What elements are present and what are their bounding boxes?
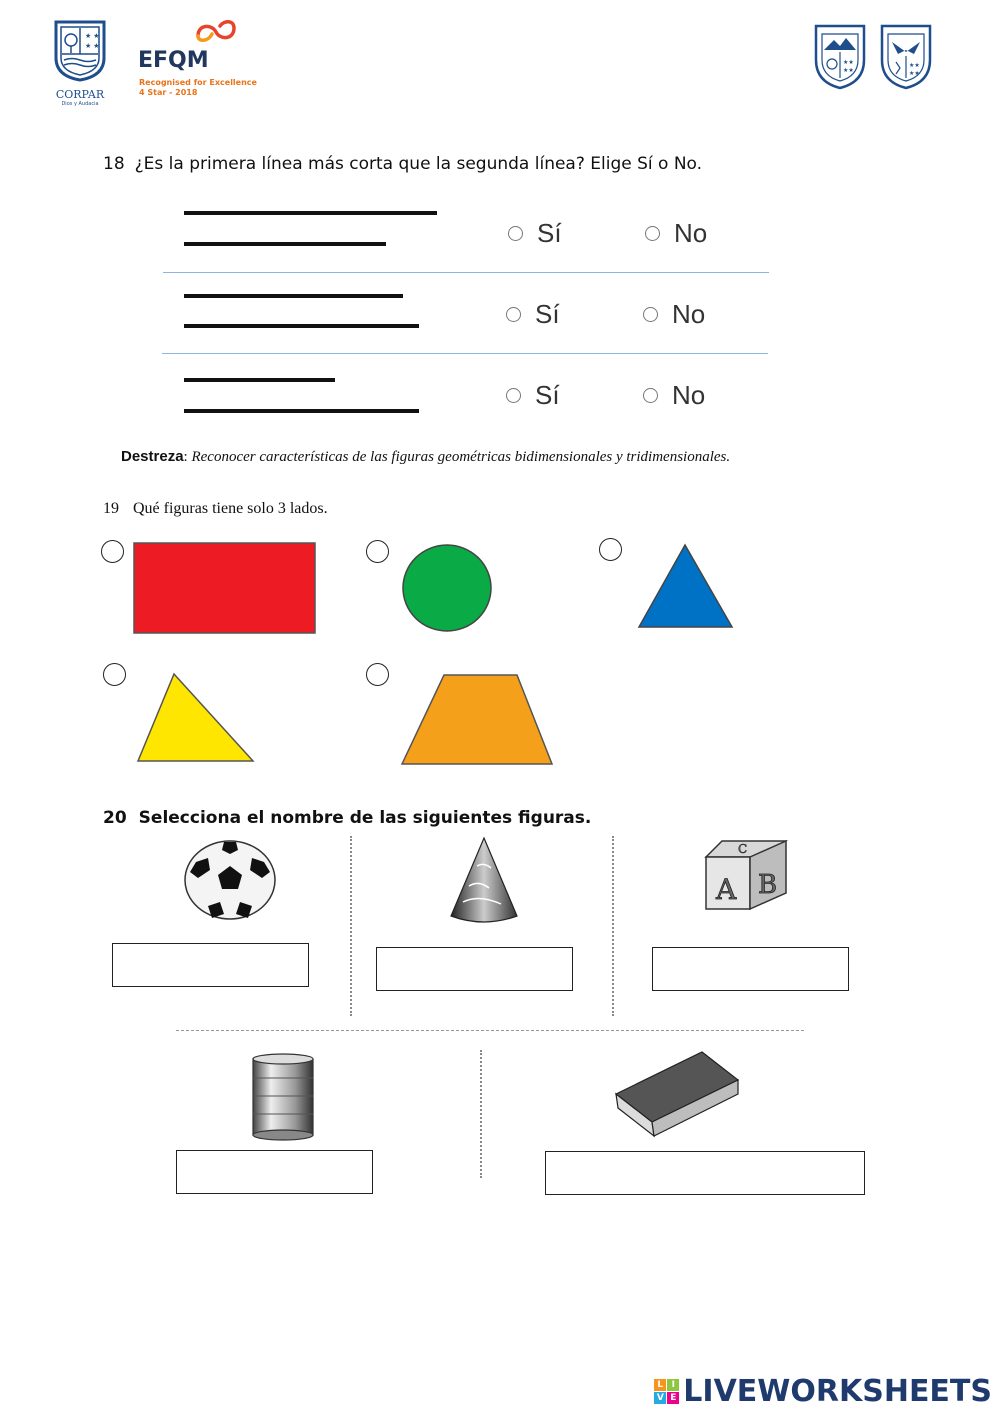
answer-box-cube[interactable]: [652, 947, 849, 991]
svg-text:★★: ★★: [843, 60, 854, 66]
svg-text:C: C: [738, 842, 748, 856]
skill-statement: [121, 448, 730, 466]
answer-box-book[interactable]: [545, 1151, 865, 1195]
radio-icon[interactable]: [506, 307, 521, 322]
answer-box-soccer-ball[interactable]: [112, 943, 309, 987]
book-prism-icon: [614, 1050, 740, 1138]
radio-icon[interactable]: [508, 226, 523, 241]
skill-label: Destreza: [121, 448, 184, 465]
q18-row2-yes[interactable]: [506, 299, 560, 330]
q19-option-right-triangle-radio[interactable]: [103, 663, 126, 686]
q18-prompt-text: ¿Es la primera línea más corta que la segunda línea? Elige Sí o No.: [134, 154, 703, 174]
radio-icon[interactable]: [643, 388, 658, 403]
radio-icon[interactable]: [645, 226, 660, 241]
svg-text:★★: ★★: [909, 71, 920, 77]
circle-shape: [401, 543, 493, 633]
radio-icon[interactable]: [506, 388, 521, 403]
q18-separator: [163, 272, 769, 273]
crest-1998-icon: [812, 22, 868, 92]
column-divider: [350, 836, 352, 1016]
liveworksheets-brand: LIVEWORKSHEETS: [683, 1374, 992, 1409]
q18-separator: [162, 353, 768, 354]
q18-row3-no[interactable]: [643, 380, 705, 411]
skill-text: Reconocer características de las figuras geométricas bidimensionales y tridimensionales.: [191, 449, 731, 465]
yes-label: Sí: [537, 218, 562, 248]
svg-text:★★: ★★: [843, 68, 854, 74]
no-label: No: [672, 380, 706, 410]
q19-prompt-text: Qué figuras tiene solo 3 lados.: [133, 500, 328, 517]
no-label: No: [674, 218, 708, 248]
tin-can-icon: [250, 1052, 316, 1142]
corpar-motto: Dios y Audacia: [61, 101, 99, 107]
q18-row2-line-a: [184, 294, 403, 298]
radio-icon[interactable]: [643, 307, 658, 322]
corpar-name: CORPAR: [55, 88, 105, 101]
column-divider: [612, 836, 614, 1016]
alphabet-cube-icon: [702, 839, 788, 913]
svg-text:★★: ★★: [909, 63, 920, 69]
q18-row2-line-b: [184, 324, 419, 328]
liveworksheets-watermark: [654, 1374, 992, 1409]
badge-letter: L: [654, 1379, 666, 1391]
yes-label: Sí: [535, 299, 560, 329]
svg-text:★ ★: ★ ★: [85, 33, 100, 40]
q18-row1-line-b: [184, 242, 386, 246]
answer-box-can[interactable]: [176, 1150, 373, 1194]
corpar-logo: [52, 18, 108, 107]
yes-label: Sí: [535, 380, 560, 410]
q18-row2-no[interactable]: [643, 299, 705, 330]
q18-prompt: [103, 154, 712, 174]
efqm-tagline: Recognised for Excellence: [139, 78, 257, 87]
q20-prompt: [103, 808, 603, 828]
corpar-shield-icon: [52, 18, 108, 82]
q19-option-rectangle-radio[interactable]: [101, 540, 124, 563]
soccer-ball-icon: [184, 840, 276, 920]
svg-text:★ ★: ★ ★: [85, 43, 100, 50]
q18-row3-line-b: [184, 409, 419, 413]
efqm-name: EFQM: [138, 48, 209, 73]
row-divider: [176, 1030, 804, 1031]
q18-row3-yes[interactable]: [506, 380, 560, 411]
q19-option-triangle-radio[interactable]: [599, 538, 622, 561]
q20-number: 20: [103, 808, 127, 828]
cone-icon: [449, 836, 519, 926]
answer-box-cone[interactable]: [376, 947, 573, 991]
triangle-shape: [637, 542, 735, 630]
badge-letter: E: [667, 1392, 679, 1404]
efqm-infinity-icon: [194, 16, 238, 46]
svg-text:B: B: [758, 870, 778, 900]
q18-row1-line-a: [184, 211, 437, 215]
badge-letter: I: [667, 1379, 679, 1391]
no-label: No: [672, 299, 706, 329]
q19-number: 19: [103, 500, 119, 517]
liveworksheets-badge-icon: [654, 1379, 679, 1404]
q19-prompt: [103, 500, 342, 518]
efqm-rating: 4 Star - 2018: [139, 88, 198, 97]
skill-separator: :: [183, 449, 188, 465]
efqm-logo: [138, 16, 258, 100]
badge-letter: V: [654, 1392, 666, 1404]
crest-1998-eagle-icon: [878, 22, 934, 92]
q20-prompt-text: Selecciona el nombre de las siguientes figuras.: [138, 808, 592, 828]
trapezoid-shape: [400, 672, 555, 767]
q18-row1-no[interactable]: [645, 218, 707, 249]
svg-text:A: A: [716, 873, 737, 906]
q19-option-circle-radio[interactable]: [366, 540, 389, 563]
column-divider: [480, 1050, 482, 1178]
right-triangle-shape: [136, 671, 256, 765]
q18-row3-line-a: [184, 378, 335, 382]
q18-row1-yes[interactable]: [508, 218, 562, 249]
rectangle-shape: [133, 542, 317, 635]
q18-number: 18: [103, 154, 125, 174]
q19-option-trapezoid-radio[interactable]: [366, 663, 389, 686]
